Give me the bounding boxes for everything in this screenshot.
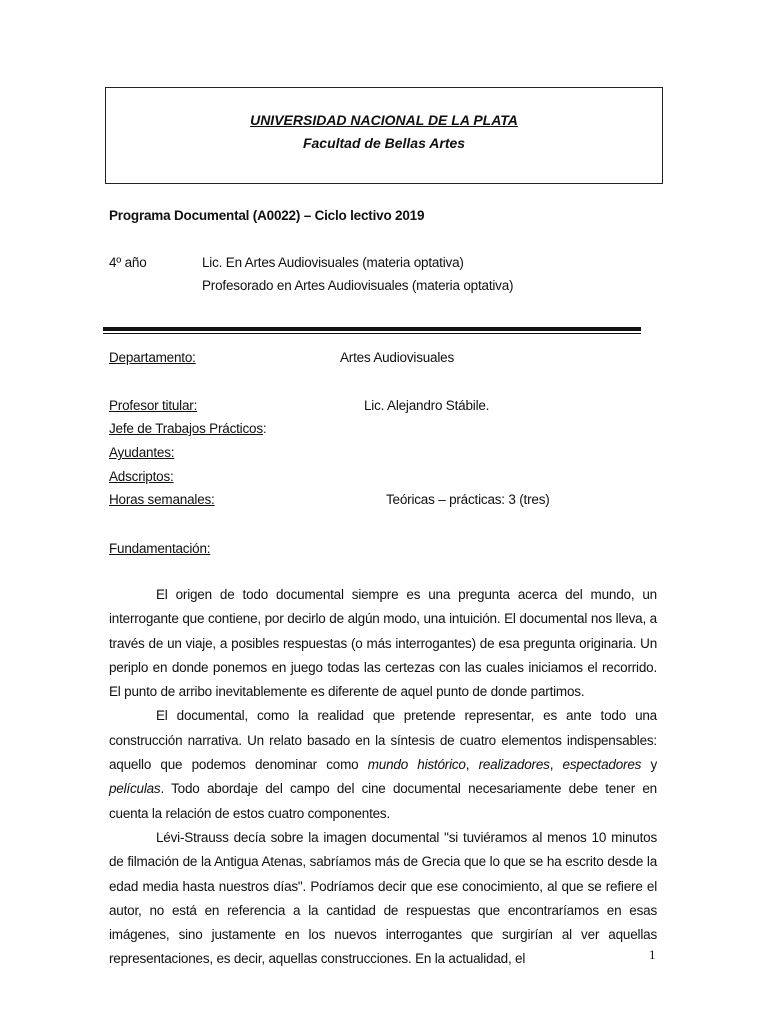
term-peliculas: películas (109, 781, 161, 797)
section-title: Fundamentación: (109, 541, 211, 556)
adscriptos-label: Adscriptos: (109, 469, 174, 484)
profesor-label: Profesor titular: (109, 398, 198, 413)
program-title: Programa Documental (A0022) – Ciclo lectivo 2019 (109, 208, 425, 223)
ayudantes-label: Ayudantes: (109, 445, 175, 460)
paragraph-1: El origen de todo documental siempre es una pregunta acerca del mundo, un interrogante que contiene, por decirlo de algún modo, una intuición. El documental nos lleva, a través de un viaje, a posibles respuestas (o más interrogantes) de esa pregunta originaria. Un periplo en donde ponemos en juego todas las certezas con las cuales iniciamos el recorrido. El punto de arribo inevitablemente es diferente de aquel punto de donde partimos. (109, 587, 657, 700)
faculty-name: Facultad de Bellas Artes (302, 135, 466, 151)
term-mundo-historico: mundo histórico (367, 757, 466, 773)
jefe-colon: : (262, 421, 267, 436)
jefe-label: Jefe de Trabajos Prácticos (109, 421, 263, 436)
divider-thin (103, 333, 641, 334)
fundamentacion-body (109, 583, 657, 972)
jefe-field (109, 421, 266, 436)
paragraph-2 (109, 704, 657, 825)
departamento-value: Artes Audiovisuales (340, 350, 455, 365)
term-realizadores: realizadores (478, 757, 550, 773)
paragraph-3: Lévi-Strauss decía sobre la imagen documental "si tuviéramos al menos 10 minutos de filmación de la Antigua Atenas, sabríamos más de Grecia que lo que se ha escrito desde la edad media hasta nuestros días". Podríamos decir que ese conocimiento, al que se refiere el autor, no está en referencia a la cantidad de respuestas que encontraríamos en esas imágenes, sino justamente en los nuevos interrogantes que surgirían al ver aquellas representaciones, es decir, aquellas construcciones. En la actualidad, el (109, 829, 657, 967)
term-espectadores: espectadores (562, 757, 642, 773)
profesor-value: Lic. Alejandro Stábile. (364, 398, 490, 413)
page-number: 1 (649, 947, 656, 962)
year-label: 4º año (109, 255, 147, 270)
divider-thick (103, 327, 641, 331)
paragraph-2-text-b: . Todo abordaje del campo del cine documental necesariamente debe tener en cuenta la relación de estos cuatro componentes. (109, 781, 657, 821)
career-line-1: Lic. En Artes Audiovisuales (materia optativa) (202, 255, 464, 270)
separator: , (465, 757, 479, 773)
horas-value: Teóricas – prácticas: 3 (tres) (386, 492, 550, 507)
separator: , (549, 757, 563, 773)
university-name: UNIVERSIDAD NACIONAL DE LA PLATA (250, 112, 518, 128)
career-line-2: Profesorado en Artes Audiovisuales (materia optativa) (202, 278, 514, 293)
header-box (105, 87, 663, 184)
paragraph-2-text-a: El documental, como la realidad que pretende representar, es ante todo una construcción narrativa. Un relato basado en la síntesis de cuatro elementos indispensables: aquello que podemos denominar como (109, 708, 657, 773)
horas-label: Horas semanales: (109, 492, 215, 507)
separator: y (641, 757, 658, 773)
departamento-label: Departamento: (109, 350, 196, 365)
